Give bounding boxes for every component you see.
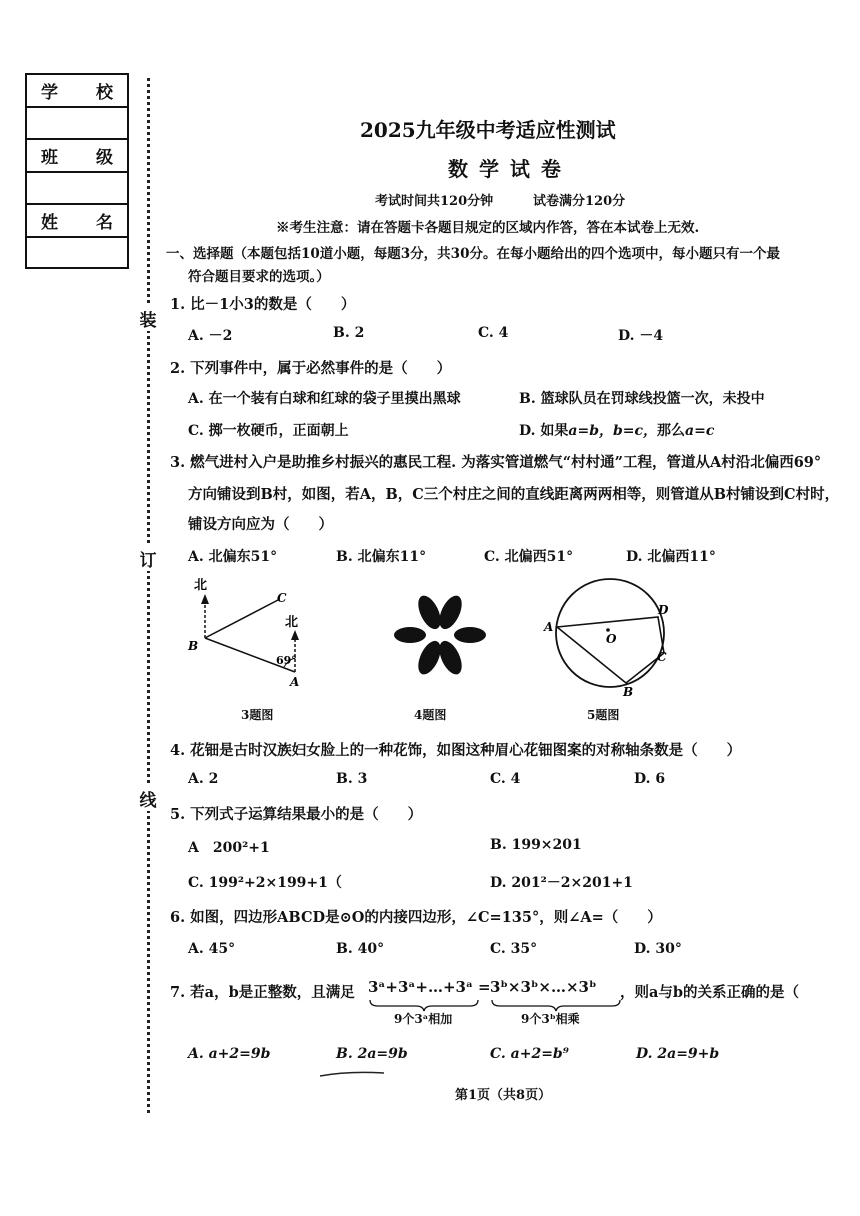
q5-option-d[interactable]: D. 201²－2×201+1: [490, 875, 633, 891]
q2-stem: 2. 下列事件中，属于必然事件的是（ ）: [170, 360, 452, 377]
exam-title: 2025九年级中考适应性测试: [360, 118, 616, 142]
section-heading: 一、选择题（本题包括10道小题，每题3分，共30分。在每小题给出的四个选项中，每小题只有一个最: [166, 246, 780, 262]
petal: [454, 627, 486, 643]
q5-option-b[interactable]: B. 199×201: [490, 837, 582, 853]
page-number: 第1页（共8页）: [455, 1088, 552, 1103]
q6-stem: 6. 如图，四边形ABCD是⊙O的内接四边形，∠C=135°，则∠A=（ ）: [170, 909, 662, 926]
q4-option-d[interactable]: D. 6: [634, 771, 666, 787]
school-label-char1: 学: [41, 83, 58, 103]
petal: [414, 592, 446, 632]
binding-char-zhuang: 装: [138, 306, 158, 331]
fig5-label-a: A: [544, 620, 554, 634]
q2-d-mid: 那么: [657, 423, 686, 439]
binding-dotted-line: [147, 78, 150, 1113]
q7-option-a[interactable]: A. a+2=9b: [188, 1046, 271, 1062]
petal: [435, 592, 467, 632]
school-label-row: [27, 75, 127, 108]
q6-option-c[interactable]: C. 35°: [490, 941, 538, 957]
name-label-char1: 姓: [41, 213, 58, 233]
q7-equals: =: [478, 978, 491, 996]
q5-option-c[interactable]: C. 199²+2×199+1（: [188, 875, 342, 891]
q2-option-a[interactable]: A. 在一个装有白球和红球的袋子里摸出黑球: [188, 391, 461, 407]
flower-center: [430, 633, 450, 637]
petal: [414, 638, 446, 678]
section-heading-cont: 符合题目要求的选项。）: [188, 269, 330, 285]
fig5-caption: 5题图: [587, 708, 620, 722]
paper-subtitle: 数 学 试 卷: [448, 157, 563, 181]
q7-option-b[interactable]: B. 2a=9b: [336, 1046, 408, 1062]
full-score: 试卷满分120分: [533, 194, 626, 209]
q1-stem: 1. 比－1小3的数是（ ）: [170, 296, 356, 313]
figure-3-diagram: [180, 572, 310, 697]
q3-option-d[interactable]: D. 北偏西11°: [626, 549, 716, 565]
school-field[interactable]: [27, 108, 127, 140]
fig4-caption: 4题图: [414, 708, 447, 722]
q1-option-d[interactable]: D. －4: [618, 328, 664, 344]
name-field[interactable]: [27, 238, 127, 270]
q2-option-c[interactable]: C. 掷一枚硬币，正面朝上: [188, 423, 349, 439]
fig3-angle-label: 69°: [276, 654, 297, 667]
q5-option-a[interactable]: A 200²+1: [188, 840, 270, 856]
q6-option-b[interactable]: B. 40°: [336, 941, 385, 957]
q7-stem-start: 7. 若a，b是正整数，且满足: [170, 984, 355, 1001]
q7-brace-left-label: 9个3ᵃ相加: [394, 1012, 453, 1026]
school-label-char2: 校: [96, 83, 113, 103]
q3-option-a[interactable]: A. 北偏东51°: [188, 549, 278, 565]
class-label-char2: 级: [96, 148, 113, 168]
q3-stem-line2: 方向铺设到B村，如图，若A，B，C三个村庄之间的直线距离两两相等，则管道从B村铺设到C村时，: [188, 486, 840, 503]
fig3-caption: 3题图: [241, 708, 274, 722]
fig3-segment-bc: [205, 600, 278, 638]
q3-stem-line1: 3. 燃气进村入户是助推乡村振兴的惠民工程. 为落实管道燃气“村村通”工程，管道从A村沿北偏西69°: [170, 454, 822, 471]
q1-option-b[interactable]: B. 2: [333, 325, 365, 341]
q2-d-math: a=b，b=c，: [568, 423, 658, 439]
q4-option-c[interactable]: C. 4: [490, 771, 521, 787]
q3-option-c[interactable]: C. 北偏西51°: [484, 549, 574, 565]
binding-char-ding: 订: [138, 546, 158, 571]
q1-option-a[interactable]: A. －2: [188, 328, 233, 344]
q6-option-a[interactable]: A. 45°: [188, 941, 236, 957]
fig5-label-d: D: [658, 603, 669, 617]
q7-brace-right-label: 9个3ᵇ相乘: [521, 1012, 580, 1026]
pencil-mark: [318, 1070, 388, 1078]
q6-option-d[interactable]: D. 30°: [634, 941, 682, 957]
q1-option-c[interactable]: C. 4: [478, 325, 509, 341]
q7-option-c[interactable]: C. a+2=b⁹: [490, 1046, 569, 1062]
class-label-row: [27, 140, 127, 173]
q2-option-d[interactable]: [519, 420, 714, 440]
name-label-row: [27, 205, 127, 238]
student-info-box: [25, 73, 129, 269]
q3-option-b[interactable]: B. 北偏东11°: [336, 549, 427, 565]
fig5-label-o: O: [606, 632, 617, 646]
q3-stem-line3: 铺设方向应为（ ）: [188, 516, 333, 533]
q7-option-d[interactable]: D. 2a=9+b: [636, 1046, 720, 1062]
fig5-label-c: C: [657, 650, 667, 664]
petal: [435, 638, 467, 678]
fig3-north-label-1: 北: [194, 578, 208, 593]
fig3-north-arrow-a: [291, 630, 299, 640]
fig3-north-arrow-b: [201, 594, 209, 604]
figure-4-flower: [390, 590, 490, 680]
exam-time: 考试时间共120分钟: [375, 194, 494, 209]
fig3-label-c: C: [277, 591, 287, 605]
q4-option-a[interactable]: A. 2: [188, 771, 219, 787]
q4-option-b[interactable]: B. 3: [336, 771, 368, 787]
q7-stem-end: ，则a与b的关系正确的是（: [620, 984, 800, 1001]
candidate-notice: ※考生注意：请在答题卡各题目规定的区域内作答，答在本试卷上无效.: [276, 220, 700, 236]
fig5-label-b: B: [623, 685, 634, 699]
q7-rhs-expression: 3ᵇ×3ᵇ×…×3ᵇ: [490, 978, 597, 996]
figure-5-circle: [540, 575, 680, 700]
q5-stem: 5. 下列式子运算结果最小的是（ ）: [170, 806, 423, 823]
class-label-char1: 班: [41, 148, 58, 168]
q2-d-prefix: D. 如果: [519, 423, 569, 439]
q7-lhs-expression: 3ᵃ+3ᵃ+…+3ᵃ: [368, 978, 473, 996]
petal: [394, 627, 426, 643]
q2-option-b[interactable]: B. 篮球队员在罚球线投篮一次，未投中: [519, 391, 765, 407]
binding-char-xian: 线: [138, 786, 158, 811]
class-field[interactable]: [27, 173, 127, 205]
q2-d-end: a=c: [685, 423, 715, 439]
fig3-label-b: B: [188, 639, 199, 653]
q4-stem: 4. 花钿是古时汉族妇女脸上的一种花饰，如图这种眉心花钿图案的对称轴条数是（ ）: [170, 742, 742, 759]
fig3-north-label-2: 北: [285, 615, 299, 630]
fig3-label-a: A: [290, 675, 300, 689]
name-label-char2: 名: [96, 213, 113, 233]
